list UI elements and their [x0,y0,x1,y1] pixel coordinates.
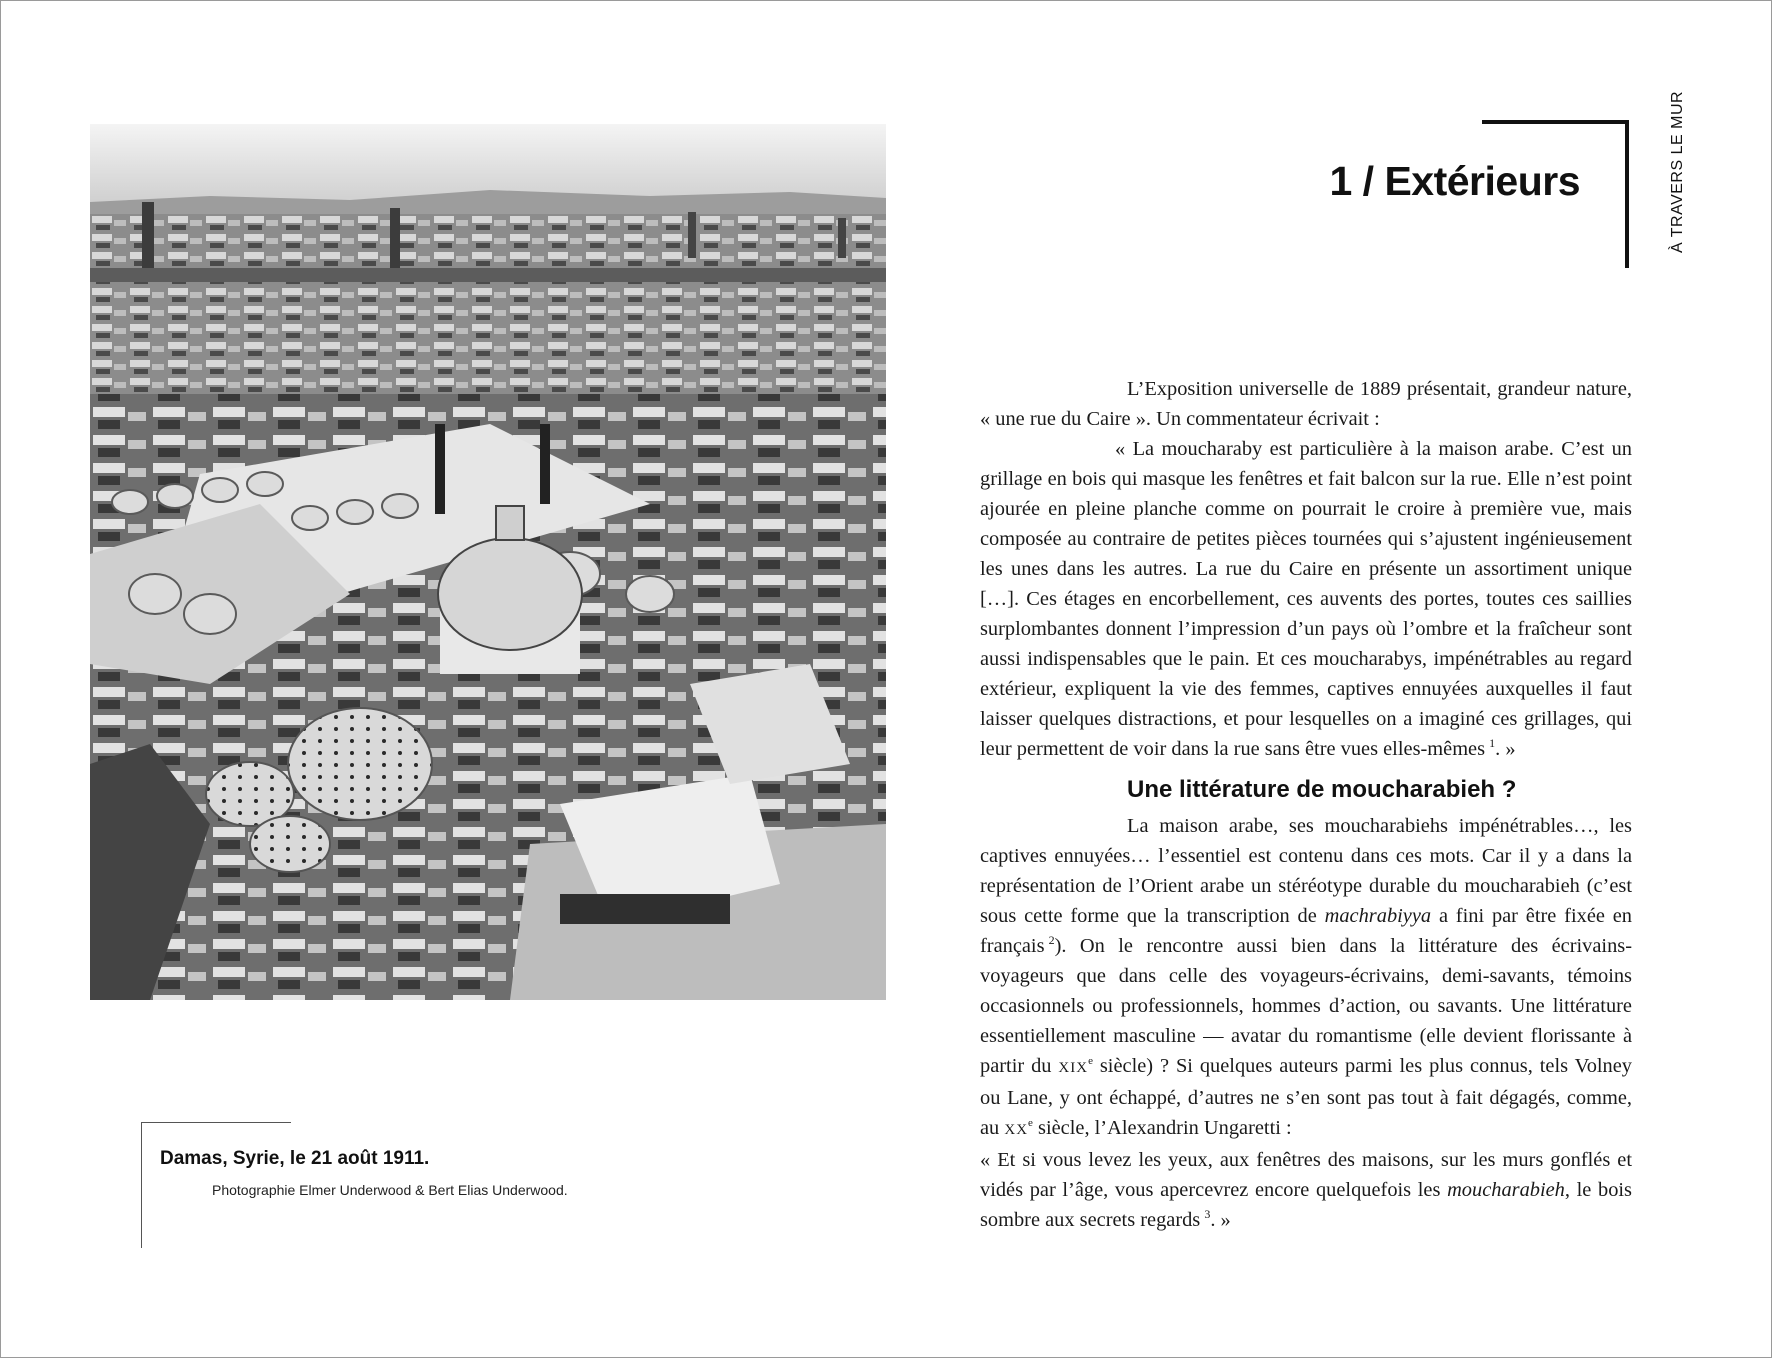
footnote-ref: 1 [1489,736,1496,751]
footnote-ref: 2 [1048,933,1055,948]
running-head: À TRAVERS LE MUR [1669,90,1686,254]
paragraph-main [980,811,1632,1145]
body-text [980,374,1632,1235]
quote-close: . » [1210,1209,1231,1231]
heading-rule [1482,120,1628,124]
italic-term: moucharabieh [1447,1179,1565,1201]
chapter-title: 1 / Extérieurs [1329,158,1580,204]
quote-close: . » [1495,738,1516,760]
century-numeral: XIX [1058,1060,1089,1076]
photo-caption-title: Damas, Syrie, le 21 août 1911. [160,1148,430,1169]
quote-text: , le bois sombre aux secrets regards [980,1179,1632,1231]
text-span: La maison arabe, ses moucharabiehs impénétrables…, les captives ennuyées… l’essentiel est contenu dans ces mots. Car il y a dans la représentation de l’Orient arabe un stéréotype durable du moucharabieh (c’est sous cette forme que la transcription de [980,815,1632,927]
footnote-ref: 3 [1204,1207,1211,1222]
text-span: ). On le rencontre aussi bien dans la littérature des écrivains-voyageurs que dans celle des voyageurs-écrivains, demi-savants, témoins occasionnels ou professionnels, hommes d’action, ou savants. Une littérature essentiellement masculine — avatar du romantisme (elle devient florissante à partir du [980,935,1632,1077]
century-numeral: XX [1004,1122,1029,1138]
quote-text: « La moucharaby est particulière à la maison arabe. C’est un grillage en bois qui masque les fenêtres et fait balcon sur la rue. Elle n’est point ajourée en pleine planche comme on pourrait le croire à première vue, mais composée au contraire de petites pièces tournées qui s’ajustent ingénieusement les unes dans les autres. La rue du Caire en présente un assortiment unique […]. Ces étages en encorbellement, ces auvents des portes, toutes ces saillies surplombantes donnent l’impression d’un pays où l’ombre et la fraîcheur sont aussi indispensables que le pain. Et ces moucharabys, impénétrables au regard extérieur, expliquent la vie des femmes, captives ennuyées auxquelles il faut laisser quelques distractions, et pour lesquelles on a imaginé ces grillages, qui leur permettent de voir dans la rue sans être vues elles-mêmes [980,438,1632,760]
damascus-photograph [90,124,886,1000]
paragraph-intro: L’Exposition universelle de 1889 présentait, grandeur nature, « une rue du Caire ». Un commentateur écrivait : [980,378,1632,430]
century-suffix: e [1088,1055,1093,1068]
text-span: siècle, l’Alexandrin Ungaretti : [1038,1117,1292,1139]
quote-ungaretti [980,1145,1632,1235]
quote-text: « Et si vous levez les yeux, aux fenêtres des maisons, sur les murs gonflés et vidés par l’âge, vous apercevrez encore quelquefois les [980,1149,1632,1201]
section-subheading: Une littérature de moucharabieh ? [1127,776,1517,803]
caption-rule-vertical [141,1122,142,1248]
rooftops-illustration [90,124,886,1000]
italic-term: machrabiyya [1324,905,1432,927]
heading-rule-vertical [1625,120,1629,268]
photo-caption-credit: Photographie Elmer Underwood & Bert Elias Underwood. [212,1182,568,1198]
text-span: siècle) ? Si quelques auteurs parmi les plus connus, tels Volney ou Lane, y ont échappé, d’autres ne s’en sont pas tout à fait dégagés, comme, au [980,1055,1632,1139]
caption-rule [141,1122,291,1123]
quote-exposition [980,434,1632,764]
text-span: a fini par être fixée en français [980,905,1632,957]
century-suffix: e [1028,1117,1033,1130]
